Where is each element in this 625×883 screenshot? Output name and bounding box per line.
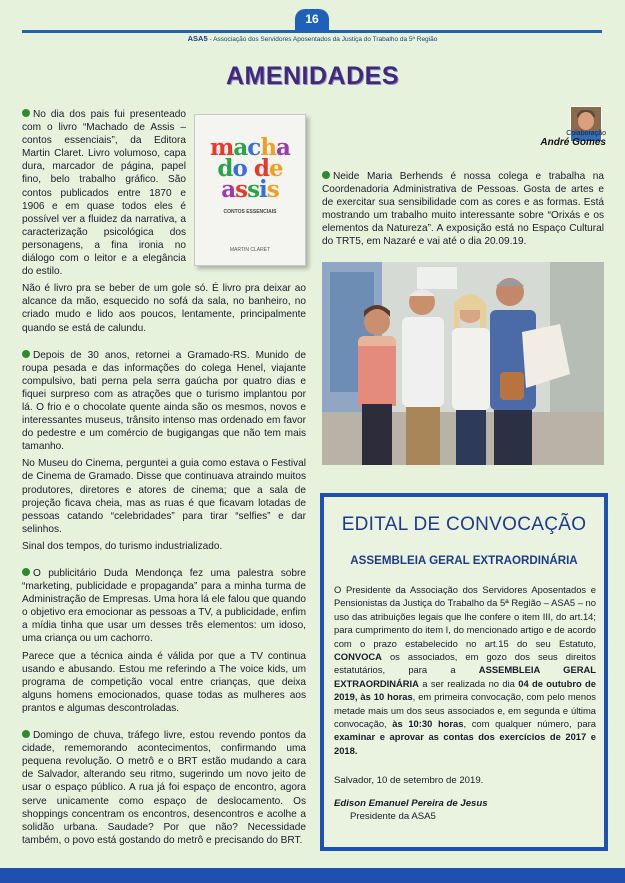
running-header (0, 34, 625, 43)
edital-subtitle: ASSEMBLEIA GERAL EXTRAORDINÁRIA (350, 554, 578, 567)
paragraph: No Museu do Cinema, perguntei a guia como estava o Festival de Cinema de Gramado. Disse que continuava atraindo muitos produtores, diretores e atores de cinema; que a sala de projeção ficava cheia, mas as ruas é que ficavam lotadas de pessoas catando “celebridades” para tirar “selfies” e dar selinhos. (22, 458, 306, 535)
paragraph: Depois de 30 anos, retornei a Gramado-RS. Munido de roupa pesada e das informações do colega Henel, viajante compulsivo, bati perna pela serra gaúcha por quatro dias e fiquei surpreso com as atrações que o turismo implantou por lá. O frio e o chocolate quente ainda são os mesmos, novos e interessantes museus, trânsito intenso mas ordenado em favor do pedestre e um comércio de bugigangas que não tem mais tamanho. (22, 349, 306, 453)
bullet-icon (22, 109, 30, 117)
edital-date: Salvador, 10 de setembro de 2019. (334, 775, 484, 787)
paragraph: Sinal dos tempos, do turismo industrializado. (22, 540, 223, 552)
book-subtitle: CONTOS ESSENCIAIS (223, 209, 277, 215)
bullet-icon (22, 350, 30, 358)
edital-body: O Presidente da Associação dos Servidores Aposentados e Pensionistas da Justiça do Trabalho da 5ª Região – ASA5 – no uso das atribuições legais que lhe confere o item III, do art.14; para cumprimento do item I, do mencionado artigo e de acordo com o prazo estabelecido no art.15 do seu Estatuto, CONVOCA os associados, em gozo dos seus direitos estatutários, para a ASSEMBLEIA GERAL EXTRAORDINÁRIA a ser realizada no dia 04 de outubro de 2019, às 10 horas, em primeira convocação, com pelo menos metade mais um dos seus associados e, em segunda e última convocação, às 10:30 horas, com qualquer número, para examinar e aprovar as contas dos exercícios de 2017 e 2018. (334, 584, 596, 756)
bullet-icon (22, 730, 30, 738)
header-rule (22, 30, 602, 33)
paragraph: Parece que a técnica ainda é válida por que a TV continua usando e abusando. Estou me referindo a The voice kids, um programa de competição vocal entre crianças, que deixa alguns homens emocionados, quase todas as mulheres aos prantos e algumas descontroladas. (22, 650, 306, 714)
edital-box (320, 493, 608, 851)
exhibition-photo (322, 262, 604, 465)
footer-band (0, 868, 625, 883)
left-column (22, 108, 306, 851)
exhibition-paragraph: Neide Maria Berhends é nossa colega e trabalha na Coordenadoria Administrativa de Pessoas. Gosta de artes e de exercitar sua sensibilidade com as cores e as formas. Está mostrando um trabalho muito interessante sobre “Orixás e os elementos da Natureza”. A exposição está no Espaço Cultural do TRT5, em Nazaré e vai até o dia 20.09.19. (322, 171, 604, 247)
edital-signatory: Edison Emanuel Pereira de Jesus (334, 798, 488, 810)
book-publisher: MARTIN CLARET (229, 246, 271, 253)
paragraph: Não é livro pra se beber de um gole só. É livro pra deixar ao alcance da mão, esquecido no sofá da sala, no banheiro, no criado mudo e lido aos poucos, lentamente, principalmente quando se está de calundu. (22, 283, 306, 334)
collaborator-credit (480, 130, 606, 148)
group-photo-illustration (322, 262, 604, 465)
bullet-icon (322, 171, 330, 179)
paragraph: No dia dos pais fui presenteado com o livro “Machado de Assis – contos essenciais”, da Editora Martin Claret. Livro volumoso, capa dura, marcador de página, papel fino, belo trabalho gráfico. São contos publicados entre 1870 e 1906 e em quase todos eles é possível ver a fluidez da narrativa, a caracterização psicológica dos personagens, a fina ironia no diálogo com o leitor e a elegância do estilo. (22, 109, 186, 278)
page-title: AMENIDADES (225, 62, 400, 90)
header-org-short: ASA5 (187, 34, 208, 43)
paragraph: Domingo de chuva, tráfego livre, estou revendo pontos da cidade, rememorando acontecimentos, confirmando uma pequena revolução. O metrô e o BRT estão mudando a cara de Salvador, alterando seu ritmo, sugerindo um novo jeito de usar o espaço público. A rua já foi espaço de encontro, agora serve unicamente como espaço de deslocamento. Os shoppings concentram os encontros, desencontros e acolhe a solidão urbana. Saudade? Por que não? Necessidade também, o povo está gostando do metrô e precisando do BRT. (22, 730, 306, 846)
page-number: 16 (295, 9, 329, 30)
header-org-full: - Associação dos Servidores Aposentados da Justiça do Trabalho da 5ª Região (207, 36, 438, 43)
bullet-icon (22, 568, 30, 576)
edital-title: EDITAL DE CONVOCAÇÃO (341, 514, 587, 535)
collaborator-name: André Gomes (540, 137, 606, 148)
book-cover-image: macha do de assis CONTOS ESSENCIAIS MARTIN CLARET (194, 114, 306, 266)
collaborator-label: Colaboração (566, 130, 606, 137)
paragraph: O publicitário Duda Mendonça fez uma palestra sobre “marketing, publicidade e propaganda” para a minha turma de Administração de Empresas. Uma hora lá ele falou que quando o objetivo era emocionar as pessoas a TV, a publicidade, enfim a mídia tinha que usar um desses três elementos: um idoso, uma criança ou um cachorro. (22, 568, 306, 645)
edital-role: Presidente da ASA5 (350, 811, 436, 823)
